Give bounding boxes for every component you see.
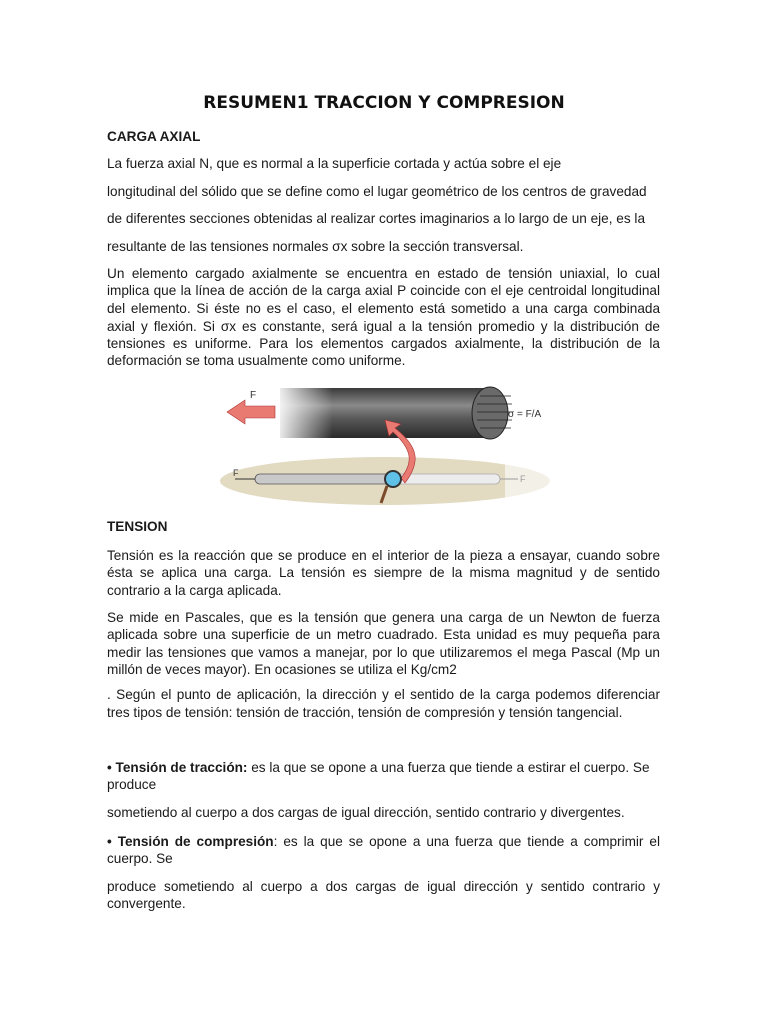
bullet-compresion — [107, 833, 660, 850]
paragraph-line: axial y flexión. Si σx es constante, será igual a la tensión promedio y la distribución de — [107, 319, 660, 334]
paragraph-line: medir las tensiones que vamos a manejar, por lo que utilizaremos el mega Pascal (Mp un — [107, 645, 660, 660]
paragraph-line: La fuerza axial N, que es normal a la superficie cortada y actúa sobre el eje — [107, 156, 562, 171]
paragraph-line: Se mide en Pascales, que es la tensión que genera una carga de un Newton de fuerza — [107, 610, 660, 625]
paragraph-line: ésta se aplica una carga. La tensión es siempre de la misma magnitud y de sentido — [107, 565, 660, 580]
figure-label-formula: σ = F/A — [508, 409, 542, 420]
force-arrow-left — [227, 400, 275, 424]
paragraph-line: contrario a la carga aplicada. — [107, 583, 282, 598]
figure-label-force-right: F — [520, 474, 526, 484]
section-heading-tension: TENSION — [107, 519, 168, 534]
figure-label-force-left: F — [233, 468, 239, 478]
paragraph-line: tres tipos de tensión: tensión de tracción, tensión de compresión y tensión tangencial. — [107, 705, 623, 720]
bullet-compresion-term: • Tensión de compresión — [107, 834, 274, 849]
paragraph-line: sometiendo al cuerpo a dos cargas de igual dirección, sentido contrario y divergentes. — [107, 805, 625, 820]
figure-label-force: F — [250, 390, 257, 401]
paragraph-line: produce sometiendo al cuerpo a dos cargas de igual dirección y sentido contrario y — [107, 879, 660, 894]
page-title: RESUMEN1 TRACCION Y COMPRESION — [203, 93, 565, 113]
axial-load-figure — [215, 378, 555, 513]
paragraph-line: convergente. — [107, 896, 186, 911]
bullet-traccion — [107, 759, 660, 776]
paragraph-line: del elemento. Si éste no es el caso, el elemento está sometido a una carga combinada — [107, 301, 660, 316]
bar-right — [395, 474, 500, 484]
paragraph-line: Tensión es la reacción que se produce en el interior de la pieza a ensayar, cuando sobre — [107, 548, 660, 563]
paragraph-line: deformación se toma usualmente como uniforme. — [107, 353, 406, 368]
paragraph-line: de diferentes secciones obtenidas al realizar cortes imaginarios a lo largo de un eje, es la — [107, 211, 646, 226]
bullet-traccion-text: es la que se opone a una fuerza que tiende a estirar el cuerpo. Se — [247, 760, 650, 775]
paragraph-line: longitudinal del sólido que se define como el lugar geométrico de los centros de gravedad — [107, 184, 647, 199]
bullet-traccion-term: • Tensión de tracción: — [107, 760, 248, 775]
paragraph-line: . Según el punto de aplicación, la dirección y el sentido de la carga podemos diferenciar — [107, 687, 660, 702]
bullet-compresion-text: : es la que se opone a una fuerza que tiende a comprimir el — [273, 834, 660, 849]
paragraph-line: implica que la línea de acción de la carga axial P coincide con el eje centroidal longitudinal — [107, 283, 660, 298]
paragraph-line: millón de veces mayor). En ocasiones se utiliza el Kg/cm2 — [107, 662, 457, 677]
paragraph-line: aplicada sobre una superficie de un metro cuadrado. Esta unidad es muy pequeña para — [107, 627, 660, 642]
paragraph-line: resultante de las tensiones normales σx sobre la sección transversal. — [107, 239, 524, 254]
bar-left — [255, 474, 395, 484]
section-heading-carga-axial: CARGA AXIAL — [107, 129, 201, 144]
bullet-compresion-line2: cuerpo. Se — [107, 851, 173, 866]
magnifier-icon — [385, 471, 401, 487]
paragraph-line: Un elemento cargado axialmente se encuentra en estado de tensión uniaxial, lo cual — [107, 266, 660, 281]
paragraph-line: tensiones es uniforme. Para los elementos cargados axialmente, la distribución de la — [107, 336, 660, 351]
bullet-traccion-line2: produce — [107, 777, 157, 792]
